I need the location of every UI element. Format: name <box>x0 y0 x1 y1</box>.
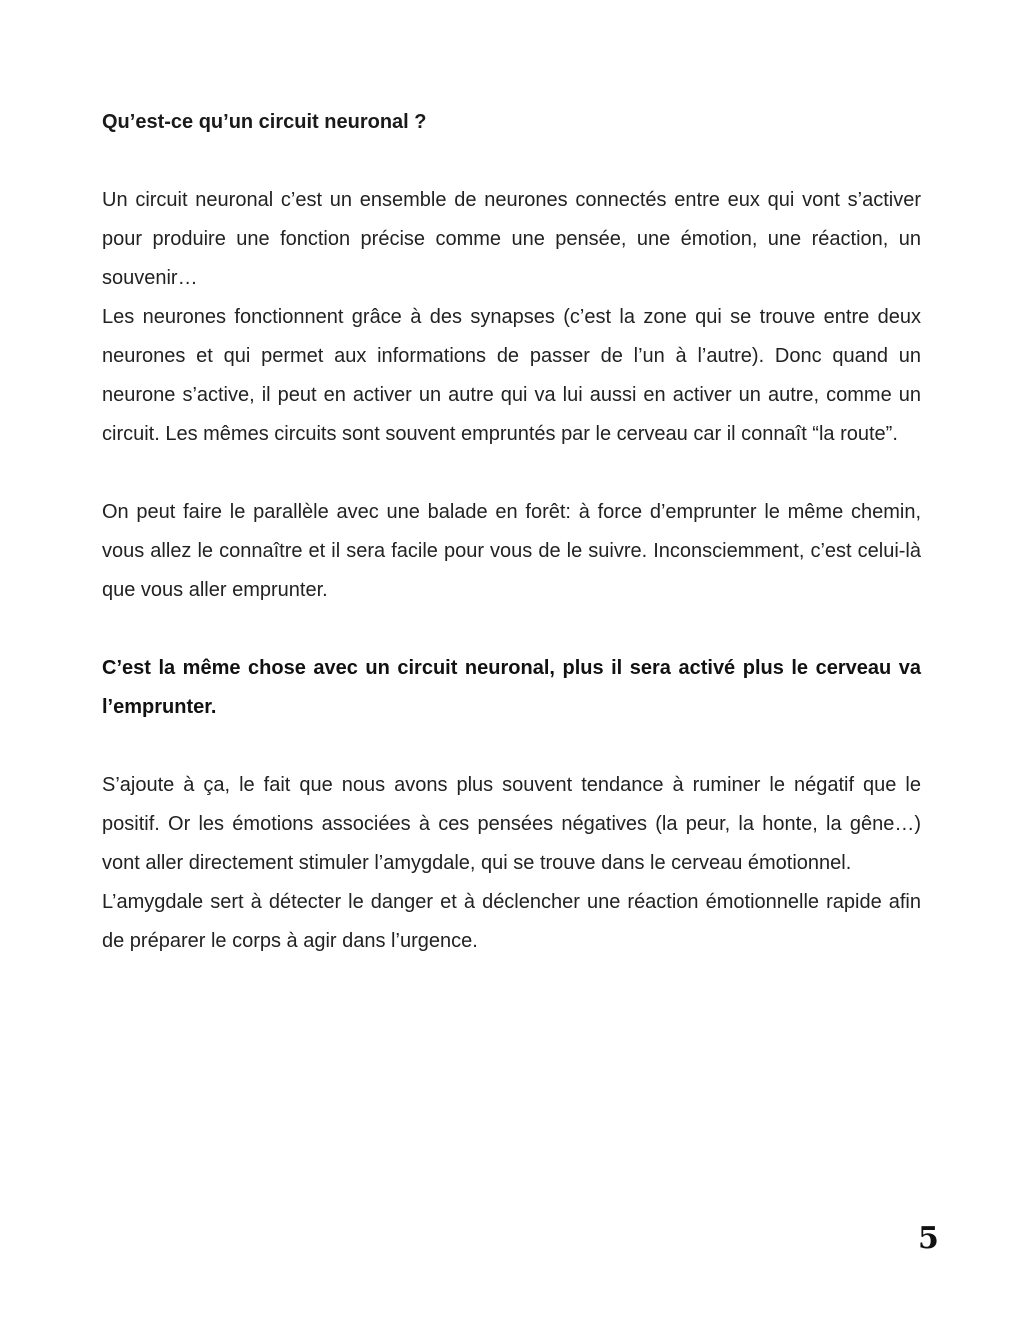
spacer <box>102 454 921 493</box>
page-number: 5 <box>918 1221 939 1256</box>
paragraph-key-point: C’est la même chose avec un circuit neuronal, plus il sera activé plus le cerveau va l’emprunter. <box>102 657 921 718</box>
document-page <box>102 103 921 961</box>
paragraph-synapses: Les neurones fonctionnent grâce à des synapses (c’est la zone qui se trouve entre deux neurones et qui permet aux informations de passer de l’un à l’autre). Donc quand un neurone s’active, il peut en activer un autre qui va lui aussi en activer un autre, comme un circuit. Les mêmes circuits sont souvent empruntés par le cerveau car il connaît “la route”. <box>102 306 921 445</box>
spacer <box>102 610 921 649</box>
paragraph-forest-analogy: On peut faire le parallèle avec une balade en forêt: à force d’emprunter le même chemin, vous allez le connaître et il sera facile pour vous de le suivre. Inconsciemment, c’est celui-là que vous aller emprunter. <box>102 501 921 601</box>
section-heading: Qu’est-ce qu’un circuit neuronal ? <box>102 111 427 133</box>
paragraph-negative-rumination: S’ajoute à ça, le fait que nous avons plus souvent tendance à ruminer le négatif que le positif. Or les émotions associées à ces pensées négatives (la peur, la honte, la gêne…) vont aller directement stimuler l’amygdale, qui se trouve dans le cerveau émotionnel. <box>102 774 921 874</box>
paragraph-amygdala: L’amygdale sert à détecter le danger et à déclencher une réaction émotionnelle rapide afin de préparer le corps à agir dans l’urgence. <box>102 891 921 952</box>
spacer <box>102 727 921 766</box>
spacer <box>102 142 921 181</box>
paragraph-circuit-definition: Un circuit neuronal c’est un ensemble de neurones connectés entre eux qui vont s’activer pour produire une fonction précise comme une pensée, une émotion, une réaction, un souvenir… <box>102 189 921 289</box>
